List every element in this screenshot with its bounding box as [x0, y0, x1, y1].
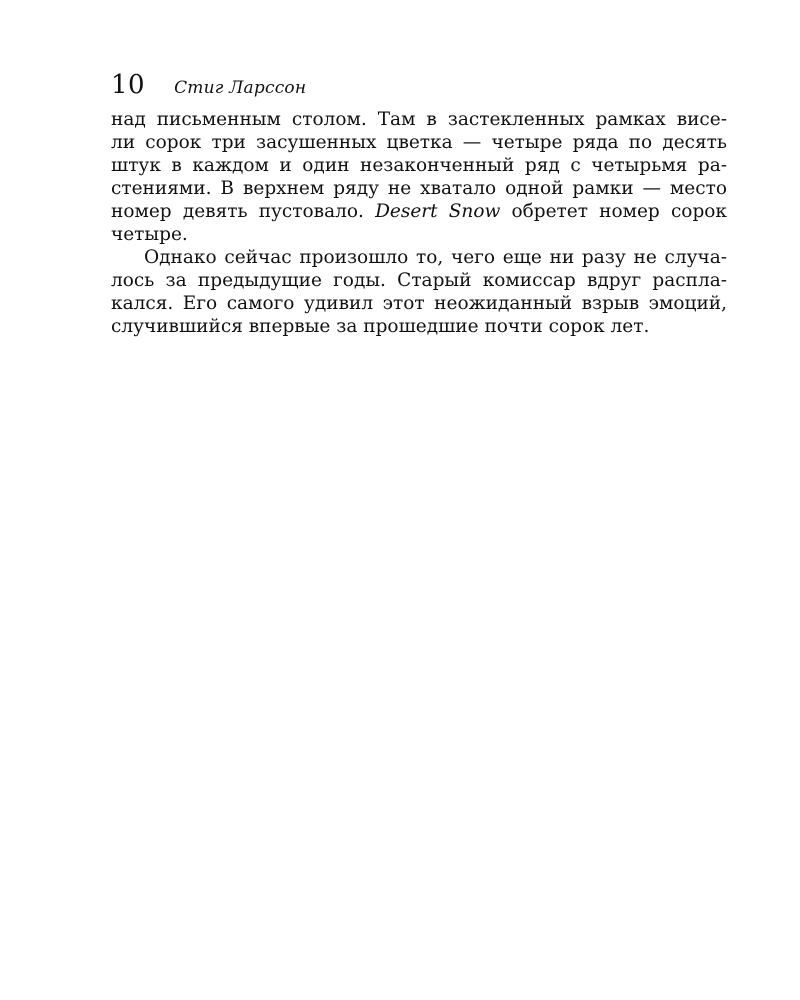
page-header	[111, 68, 731, 102]
paragraph	[111, 246, 727, 338]
running-head-author: Стиг Ларссон	[174, 78, 307, 98]
text-line: над письменным столом. Там в застекленных рамках висе-	[111, 109, 727, 130]
text-line: лось за предыдущие годы. Старый комиссар вдруг распла-	[111, 270, 727, 291]
page-number: 10	[111, 70, 146, 100]
text-line: случившийся впервые за прошедшие почти сорок лет.	[111, 316, 650, 337]
italic-title: Desert Snow	[375, 201, 501, 222]
text-segment: номер девять пустовало.	[111, 201, 364, 222]
text-line	[111, 200, 727, 223]
text-line: четыре.	[111, 224, 188, 245]
text-line: кался. Его самого удивил этот неожиданный взрыв эмоций,	[111, 293, 727, 314]
text-line: ли сорок три засушенных цветка — четыре ряда по десять	[111, 132, 727, 153]
text-line: Однако сейчас произошло то, чего еще ни разу не случа-	[144, 247, 727, 268]
text-segment: обретет номер сорок	[511, 201, 727, 222]
paragraph	[111, 108, 727, 246]
text-line: стениями. В верхнем ряду не хватало одной рамки — место	[111, 178, 727, 199]
text-line: штук в каждом и один незаконченный ряд с четырьмя ра-	[111, 155, 727, 176]
body-text	[111, 108, 727, 338]
